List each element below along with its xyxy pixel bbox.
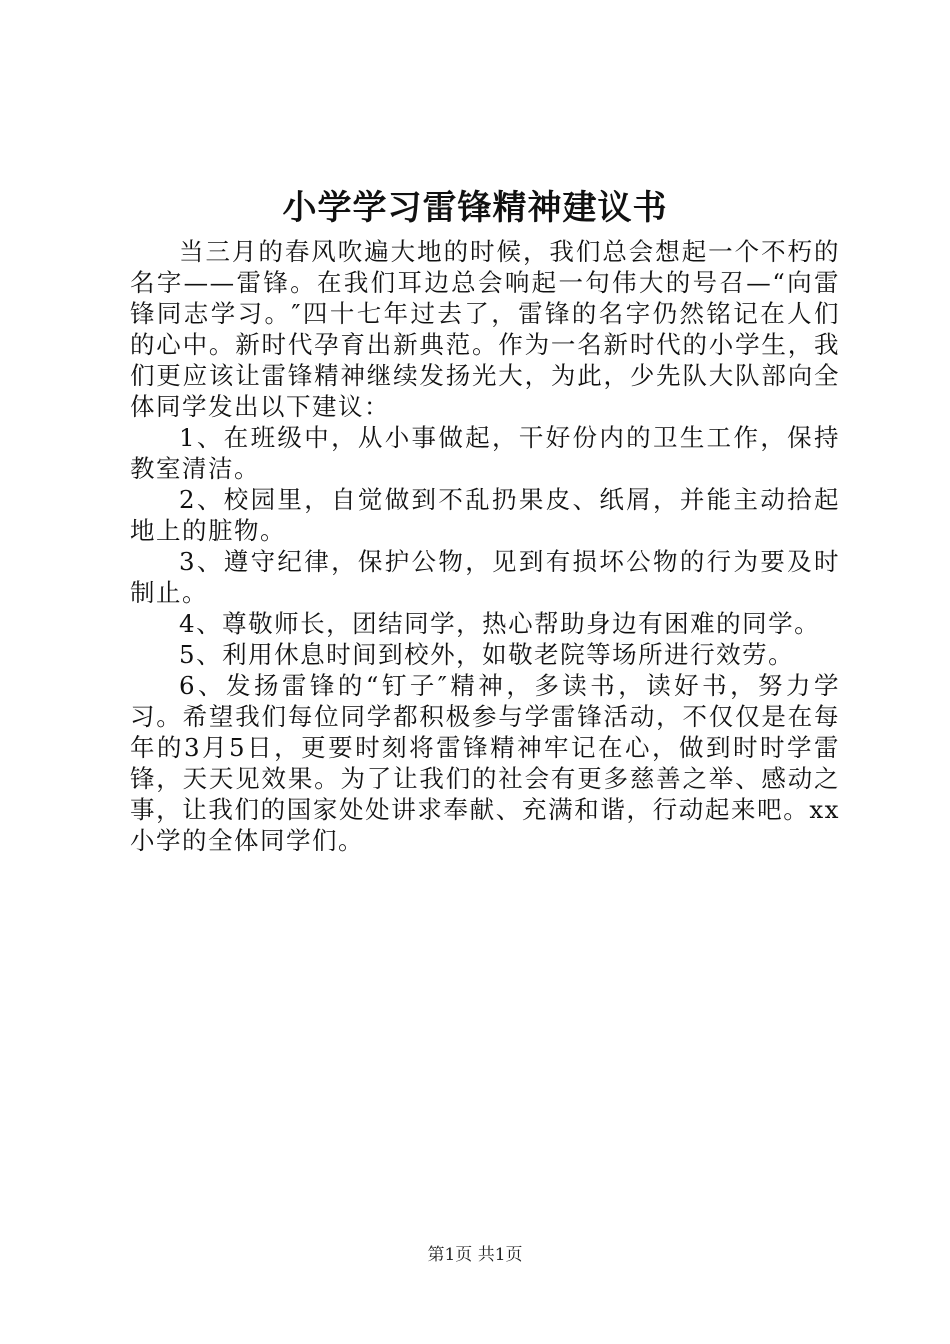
page-footer: 第1页 共1页 [427, 1245, 523, 1265]
paragraph-item-5: 5、利用休息时间到校外，如敬老院等场所进行效劳。 [179, 640, 795, 669]
paragraph-item-4: 4、尊敬师长，团结同学，热心帮助身边有困难的同学。 [179, 609, 821, 638]
document-body [130, 236, 840, 856]
document-title: 小学学习雷锋精神建议书 [282, 188, 668, 228]
paragraph-item-2: 2、校园里，自觉做到不乱扔果皮、纸屑，并能主动拾起地上的脏物。 [130, 485, 840, 545]
paragraph-item-6: 6、发扬雷锋的“钉子″精神，多读书，读好书，努力学习。希望我们每位同学都积极参与学雷锋活动，不仅仅是在每年的3月5日，更要时刻将雷锋精神牢记在心，做到时时学雷锋，天天见效果。为了让我们的社会有更多慈善之举、感动之事，让我们的国家处处讲求奉献、充满和谐，行动起来吧。xx小学的全体同学们。 [130, 671, 840, 855]
paragraph-item-3: 3、遵守纪律，保护公物，见到有损坏公物的行为要及时制止。 [130, 547, 840, 607]
paragraph-intro: 当三月的春风吹遍大地的时候，我们总会想起一个不朽的名字——雷锋。在我们耳边总会响起一句伟大的号召—“向雷锋同志学习。″四十七年过去了，雷锋的名字仍然铭记在人们的心中。新时代孕育出新典范。作为一名新时代的小学生，我们更应该让雷锋精神继续发扬光大，为此，少先队大队部向全体同学发出以下建议： [130, 237, 840, 421]
paragraph-item-1: 1、在班级中，从小事做起，干好份内的卫生工作，保持教室清洁。 [130, 423, 840, 483]
